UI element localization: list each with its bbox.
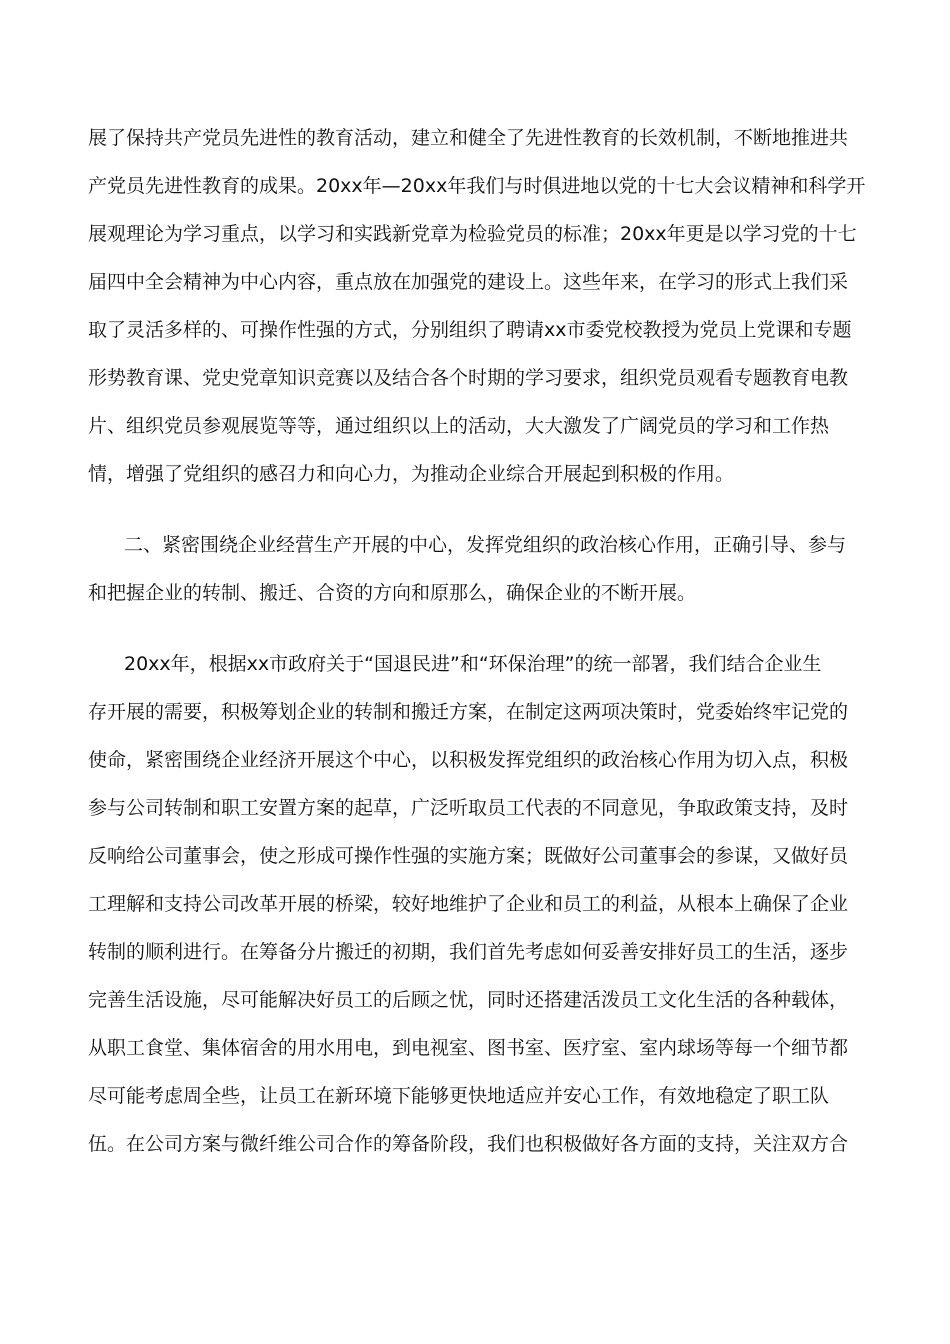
paragraph-line: 伍。在公司方案与微纤维公司合作的筹备阶段，我们也积极做好各方面的支持，关注双方合 [88, 1133, 849, 1155]
paragraph-line: 届四中全会精神为中心内容，重点放在加强党的建设上。这些年来，在学习的形式上我们采 [88, 271, 849, 293]
paragraph-line: 存开展的需要，积极筹划企业的转制和搬迁方案，在制定这两项决策时，党委始终牢记党的 [88, 701, 849, 723]
paragraph-line: 20xx年，根据xx市政府关于“国退民进”和“环保治理”的统一部署，我们结合企业生 [124, 653, 822, 675]
paragraph-line: 取了灵活多样的、可操作性强的方式，分别组织了聘请xx市委党校教授为党员上党课和专题 [88, 319, 852, 341]
paragraph-line: 尽可能考虑周全些，让员工在新环境下能够更快地适应并安心工作，有效地稳定了职工队 [88, 1085, 830, 1107]
paragraph-line: 展了保持共产党员先进性的教育活动，建立和健全了先进性教育的长效机制，不断地推进共 [88, 127, 849, 149]
paragraph-line: 转制的顺利进行。在筹备分片搬迁的初期，我们首先考虑如何妥善安排好员工的生活，逐步 [88, 941, 849, 963]
paragraph-line: 产党员先进性教育的成果。20xx年—20xx年我们与时俱进地以党的十七大会议精神和科学开 [88, 175, 866, 197]
paragraph-line: 展观理论为学习重点，以学习和实践新党章为检验党员的标准；20xx年更是以学习党的十七 [88, 223, 857, 245]
paragraph-line: 片、组织党员参观展览等等，通过组织以上的活动，大大激发了广阔党员的学习和工作热 [88, 415, 830, 437]
section-heading-line: 二、紧密围绕企业经营生产开展的中心，发挥党组织的政治核心作用，正确引导、参与 [124, 534, 847, 556]
paragraph-line: 完善生活设施，尽可能解决好员工的后顾之忧，同时还搭建活泼员工文化生活的各种载体， [88, 989, 849, 1011]
paragraph-line: 工理解和支持公司改革开展的桥梁，较好地维护了企业和员工的利益，从根本上确保了企业 [88, 893, 849, 915]
paragraph-line: 参与公司转制和职工安置方案的起草，广泛听取员工代表的不同意见，争取政策支持，及时 [88, 797, 849, 819]
paragraph-line: 从职工食堂、集体宿舍的用水用电，到电视室、图书室、医疗室、室内球场等每一个细节都 [88, 1037, 849, 1059]
paragraph-line: 情，增强了党组织的感召力和向心力，为推动企业综合开展起到积极的作用。 [88, 463, 735, 485]
paragraph-line: 形势教育课、党史党章知识竞赛以及结合各个时期的学习要求，组织党员观看专题教育电教 [88, 367, 849, 389]
section-heading-line: 和把握企业的转制、搬迁、合资的方向和原那么，确保企业的不断开展。 [88, 582, 697, 604]
paragraph-line: 使命，紧密围绕企业经济开展这个中心，以积极发挥党组织的政治核心作用为切入点，积极 [88, 749, 849, 771]
paragraph-line: 反响给公司董事会，使之形成可操作性强的实施方案；既做好公司董事会的参谋，又做好员 [88, 845, 849, 867]
